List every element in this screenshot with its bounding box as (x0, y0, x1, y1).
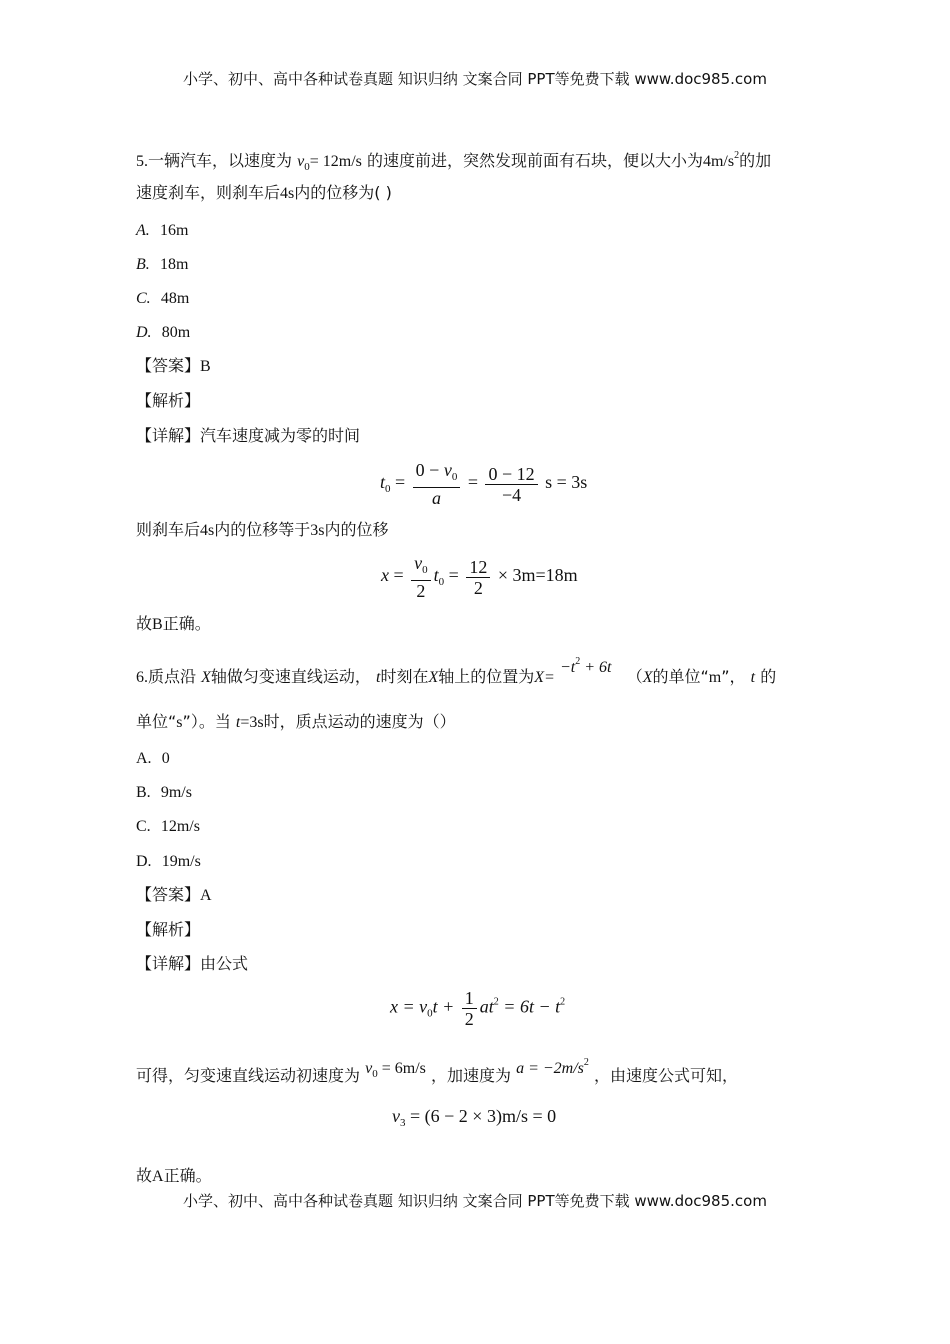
eq-symbol: t (433, 565, 439, 586)
eq-numerator: 1 (462, 988, 477, 1009)
eq-tail: × 3m=18m (497, 565, 578, 586)
text: ”）。当 (182, 712, 231, 731)
text: （ (626, 667, 643, 686)
q6-velocity-line (136, 1057, 738, 1092)
q5-accel: 4m/s (702, 153, 735, 170)
eq-num-symbol: v (443, 460, 452, 480)
eq-numerator: 0 − 12 (485, 464, 537, 485)
q6-stem-line1 (136, 656, 777, 688)
value: = 6m/s (377, 1060, 426, 1077)
text: ，加速度为 (430, 1066, 511, 1085)
eq-part: = 6t − t (498, 996, 561, 1017)
text: ，由速度公式可知， (593, 1066, 738, 1085)
text: 轴上的位置为 (438, 667, 535, 686)
value: a = −2m/s (516, 1060, 584, 1077)
eq-denominator: 2 (473, 577, 483, 598)
text: ”， (721, 667, 746, 686)
symbol: X (201, 669, 211, 686)
eq-superscript: 2 (493, 996, 499, 1008)
text: 时，质点运动的速度为（） (263, 712, 456, 731)
q5-conclusion (136, 614, 211, 635)
eq-num-symbol: v (414, 553, 423, 573)
symbol: X (642, 669, 653, 686)
text: 可得，匀变速直线运动初速度为 (136, 1066, 361, 1085)
unit: m (708, 669, 722, 686)
q6-stem-line2 (136, 712, 456, 733)
answer-label: 【答案】 (136, 356, 201, 375)
text: 故 (136, 614, 153, 633)
answer-value: A (200, 887, 212, 904)
q5-option-a (136, 220, 188, 241)
superscript: 2 (583, 1057, 589, 1068)
eq-subscript: 3 (400, 1117, 406, 1129)
q6-conclusion (136, 1166, 212, 1187)
eq-part: x = v (390, 996, 428, 1017)
eq-num-subscript: 0 (422, 564, 428, 576)
q6-option-b (136, 782, 192, 803)
option-text: 19m/s (161, 853, 201, 870)
option-letter: A. (136, 222, 150, 239)
text: 的 (760, 667, 777, 686)
eq-subscript: 0 (438, 576, 445, 589)
symbol: t (376, 669, 381, 686)
q5-option-d (136, 322, 190, 343)
q5-v0-value: = 12m/s (309, 153, 362, 170)
q5-text-b: 的速度前进，突然发现前面有石块，便以大小为 (366, 151, 703, 170)
symbol: X= (534, 669, 555, 686)
eq-fraction (485, 464, 537, 505)
eq-sign: = (467, 472, 478, 493)
option-text: 80m (161, 324, 191, 341)
text: 的单位“ (652, 667, 709, 686)
unit: s (176, 714, 183, 731)
answer-value: B (200, 358, 211, 375)
option-text: 16m (159, 222, 189, 239)
symbol: t (235, 714, 241, 731)
eq-part: t + (432, 996, 459, 1017)
q5-analysis-label: 【解析】 (136, 391, 201, 410)
q5-equation-2 (381, 553, 578, 601)
q5-text-a: 一辆汽车，以速度为 (148, 151, 293, 170)
q5-stem-line1 (136, 146, 771, 177)
eq-sign: = (395, 472, 406, 493)
text: 时刻在 (380, 667, 429, 686)
text: 正确。 (162, 614, 211, 633)
page-header: 小学、初中、高中各种试卷真题 知识归纳 文案合同 PPT等免费下载 www.doc985.com (183, 70, 767, 88)
q5-line2-b: 4s (280, 185, 295, 202)
eq-num-subscript: 0 (451, 471, 458, 483)
eq-symbol: v (392, 1106, 400, 1126)
eq-denominator: a (432, 488, 441, 508)
eq-symbol: t (380, 472, 386, 493)
eq-numerator: 12 (466, 557, 490, 578)
option-letter: B. (136, 784, 151, 801)
value: 4s (200, 522, 215, 539)
text: 则刹车后 (136, 520, 201, 539)
eq-fraction (466, 557, 490, 598)
eq-denominator: −4 (501, 484, 522, 505)
option-letter: B. (136, 256, 150, 273)
option-text: 0 (161, 750, 170, 767)
text: 故 (136, 1166, 153, 1185)
detail-text: 汽车速度减为零的时间 (200, 426, 361, 445)
option-letter: C. (136, 290, 151, 307)
option-text: 18m (159, 256, 189, 273)
q5-v0-symbol: v (297, 153, 305, 170)
text: 质点沿 (148, 667, 197, 686)
symbol: t (750, 669, 756, 686)
a-expression (516, 1058, 589, 1077)
eq-tail: s = 3s (545, 472, 588, 493)
option-text: 12m/s (160, 818, 200, 835)
q6-formula (560, 657, 612, 676)
text: 轴做匀变速直线运动， (210, 667, 371, 686)
q5-detail (136, 426, 360, 446)
eq-subscript: 0 (385, 483, 391, 496)
option-letter: A. (136, 750, 152, 767)
value: =3s (240, 714, 264, 731)
value: A (152, 1168, 164, 1185)
page-footer: 小学、初中、高中各种试卷真题 知识归纳 文案合同 PPT等免费下载 www.doc985.com (183, 1192, 767, 1210)
formula-text: −t (559, 659, 576, 676)
option-letter: D. (136, 853, 152, 870)
subscript: 0 (372, 1068, 378, 1080)
detail-text: 由公式 (200, 954, 249, 973)
q6-option-a (136, 748, 170, 769)
q6-number: 6. (136, 669, 148, 686)
detail-label: 【详解】 (136, 426, 201, 445)
q6-analysis-label: 【解析】 (136, 920, 201, 939)
q5-option-b (136, 254, 188, 275)
q6-answer (136, 885, 212, 906)
q5-text-c: 的加 (739, 151, 772, 170)
q5-option-c (136, 288, 189, 309)
text: 正确。 (163, 1166, 212, 1185)
symbol: X (428, 669, 439, 686)
eq-denominator: 2 (464, 1009, 474, 1029)
eq-rhs: = (6 − 2 × 3)m/s = 0 (405, 1106, 557, 1126)
eq-subscript: 0 (427, 1007, 433, 1020)
eq-num-text: 0 − (415, 460, 444, 480)
eq-denominator: 2 (416, 581, 426, 601)
q5-line2-a: 速度刹车，则刹车后 (136, 183, 281, 202)
eq-fraction (462, 988, 477, 1029)
formula-sup: 2 (575, 656, 581, 667)
value: 3s (310, 522, 325, 539)
v0-expression (365, 1058, 426, 1080)
value: B (152, 616, 163, 633)
detail-label: 【详解】 (136, 954, 201, 973)
eq-sign: = (448, 565, 459, 586)
eq-symbol: x (381, 565, 389, 586)
option-text: 48m (160, 290, 190, 307)
eq-fraction (413, 460, 461, 508)
q5-after-eq1 (136, 520, 389, 541)
q6-option-c (136, 816, 200, 837)
answer-label: 【答案】 (136, 885, 201, 904)
q5-stem-line2 (136, 183, 392, 204)
symbol: v (365, 1060, 373, 1077)
q6-option-d (136, 851, 201, 872)
q5-accel-sup: 2 (734, 150, 740, 161)
eq-sign: = (393, 565, 404, 586)
eq-fraction (411, 553, 431, 601)
formula-tail: + 6t (580, 659, 612, 676)
q5-number: 5. (136, 153, 148, 170)
option-text: 9m/s (160, 784, 192, 801)
q5-line2-c: 内的位移为( ) (294, 183, 392, 202)
q5-equation-1 (380, 460, 587, 508)
eq-superscript: 2 (560, 996, 566, 1008)
text: 单位“ (136, 712, 177, 731)
q5-answer (136, 356, 211, 377)
q6-equation-2 (392, 1106, 556, 1129)
eq-part: at (479, 996, 494, 1017)
q6-detail (136, 954, 248, 974)
q5-v0-sub: 0 (304, 161, 310, 173)
q6-equation-1 (390, 988, 565, 1029)
option-letter: C. (136, 818, 151, 835)
option-letter: D. (136, 324, 152, 341)
text: 内的位移等于 (214, 520, 311, 539)
text: 内的位移 (324, 520, 389, 539)
